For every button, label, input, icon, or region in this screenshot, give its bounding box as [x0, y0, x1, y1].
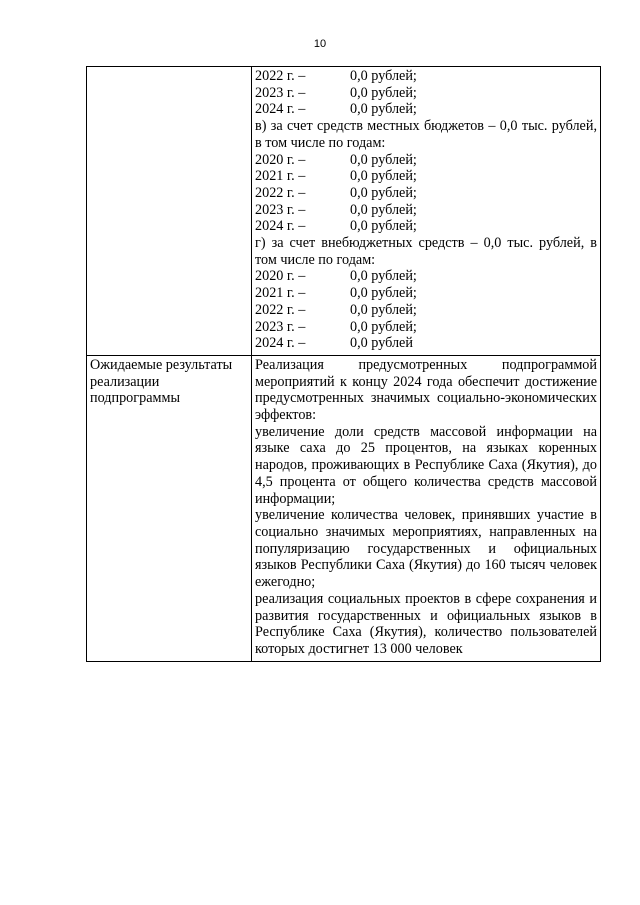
- page-number: 10: [313, 38, 327, 50]
- results-paragraph: увеличение доли средств массовой информации на языке саха до 25 процентов, на языках коренных народов, проживающих в Республике Саха (Якутия), до 4,5 процента от общего количества средств массовой информации;: [255, 423, 597, 507]
- extrabudgetary-heading: г) за счет внебюджетных средств – 0,0 тыс. рублей, в том числе по годам:: [255, 235, 597, 268]
- table-row-financing: [87, 67, 601, 356]
- results-paragraph: увеличение количества человек, принявших участие в социально значимых мероприятиях, направленных на популяризацию государственных и официальных языков Республики Саха (Якутия) до 160 тысяч человек ежегодно;: [255, 507, 597, 591]
- year-line: 2024 г. – 0,0 рублей;: [255, 101, 417, 118]
- financing-cell: [252, 67, 601, 356]
- results-cell: [252, 355, 601, 661]
- year-line: 2023 г. – 0,0 рублей;: [255, 318, 417, 335]
- year-line: 2022 г. – 0,0 рублей;: [255, 184, 417, 201]
- results-label: Ожидаемые результаты реализации подпрограммы: [90, 356, 233, 407]
- year-line: 2022 г. – 0,0 рублей;: [255, 301, 417, 318]
- year-line: 2020 г. – 0,0 рублей;: [255, 151, 417, 168]
- year-line: 2024 г. – 0,0 рублей;: [255, 218, 417, 235]
- local-budgets-list: [255, 152, 597, 236]
- local-budgets-heading: в) за счет средств местных бюджетов – 0,0 тыс. рублей, в том числе по годам:: [255, 118, 597, 151]
- year-line: 2020 г. – 0,0 рублей;: [255, 268, 417, 285]
- year-line: 2021 г. – 0,0 рублей;: [255, 285, 417, 302]
- results-label-cell: [87, 355, 252, 661]
- results-paragraph: Реализация предусмотренных подпрограммой мероприятий к концу 2024 года обеспечит достижение предусмотренных значимых социально-экономических эффектов:: [255, 356, 597, 424]
- table-row-results: [87, 355, 601, 661]
- results-paragraph: реализация социальных проектов в сфере сохранения и развития государственных и официальных языков в Республике Саха (Якутия), количество пользователей которых достигнет 13 000 человек: [255, 590, 597, 657]
- year-line: 2023 г. – 0,0 рублей;: [255, 201, 417, 218]
- group-a-tail-list: [255, 68, 597, 118]
- year-line: 2023 г. – 0,0 рублей;: [255, 84, 417, 101]
- year-line: 2022 г. – 0,0 рублей;: [255, 68, 417, 84]
- passport-table: [86, 66, 601, 662]
- extrabudgetary-list: [255, 268, 597, 352]
- year-line: 2024 г. – 0,0 рублей: [255, 335, 413, 352]
- year-line: 2021 г. – 0,0 рублей;: [255, 168, 417, 185]
- financing-label-cell: [87, 67, 252, 356]
